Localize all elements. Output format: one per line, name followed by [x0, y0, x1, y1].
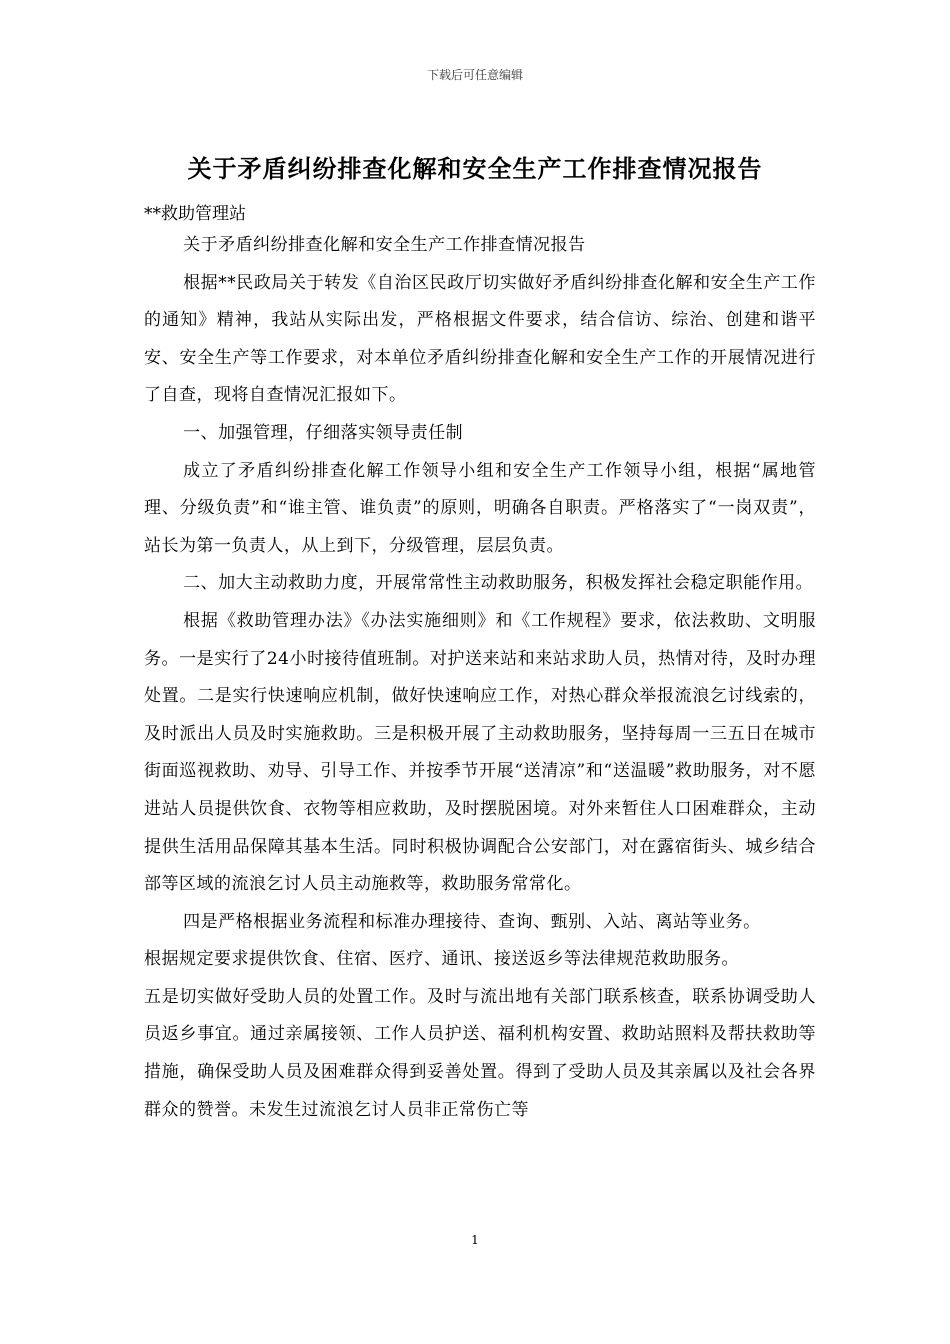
document-title: 关于矛盾纠纷排查化解和安全生产工作排查情况报告	[187, 154, 763, 183]
paragraph-intro: 根据**民政局关于转发《自治区民政厅切实做好矛盾纠纷排查化解和安全生产工作的通知》精神，我站从实际出发，严格根据文件要求，结合信访、综治、创建和谐平安、安全生产等工作要求，对本单位矛盾纠纷排查化解和安全生产工作的开展情况进行了自查，现将自查情况汇报如下。	[144, 272, 816, 406]
paragraph-item-4: 四是严格根据业务流程和标准办理接待、查询、甄别、入站、离站等业务。	[183, 911, 761, 932]
section-heading-1: 一、加强管理，仔细落实领导责任制	[183, 422, 464, 443]
report-subtitle: 关于矛盾纠纷排查化解和安全生产工作排查情况报告	[183, 235, 586, 255]
document-body	[144, 227, 816, 1129]
paragraph-regulations: 根据规定要求提供饮食、住宿、医疗、通讯、接送返乡等法律规范救助服务。	[144, 949, 739, 970]
section-heading-2: 二、加大主动救助力度，开展常常性主动救助服务，积极发挥社会稳定职能作用。	[183, 573, 814, 594]
paragraph-item-5: 五是切实做好受助人员的处置工作。及时与流出地有关部门联系核查，联系协调受助人员返乡事宜。通过亲属接领、工作人员护送、福利机构安置、救助站照料及帮扶救助等措施，确保受助人员及困难群众得到妥善处置。得到了受助人员及其亲属以及社会各界群众的赞誉。未发生过流浪乞讨人员非正常伤亡等	[144, 986, 816, 1120]
page-number: 1	[471, 1233, 479, 1247]
header-note: 下载后可任意编辑	[426, 68, 523, 82]
organization-name: **救助管理站	[144, 204, 246, 224]
paragraph-section-1: 成立了矛盾纠纷排查化解工作领导小组和安全生产工作领导小组，根据“属地管理、分级负责”和“谁主管、谁负责”的原则，明确各自职责。严格落实了“一岗双责”，站长为第一负责人，从上到下，分级管理，层层负责。	[144, 460, 816, 556]
paragraph-section-2: 根据《救助管理办法》《办法实施细则》和《工作规程》要求，依法救助、文明服务。一是实行了24小时接待值班制。对护送来站和来站求助人员，热情对待，及时办理处置。二是实行快速响应机制，做好快速响应工作，对热心群众举报流浪乞讨线索的，及时派出人员及时实施救助。三是积极开展了主动救助服务，坚持每周一三五日在城市街面巡视救助、劝导、引导工作、并按季节开展“送清凉”和“送温暖”救助服务，对不愿进站人员提供饮食、衣物等相应救助，及时摆脱困境。对外来暂住人口困难群众，主动提供生活用品保障其基本生活。同时积极协调配合公安部门，对在露宿街头、城乡结合部等区域的流浪乞讨人员主动施救等，救助服务常常化。	[144, 610, 816, 895]
